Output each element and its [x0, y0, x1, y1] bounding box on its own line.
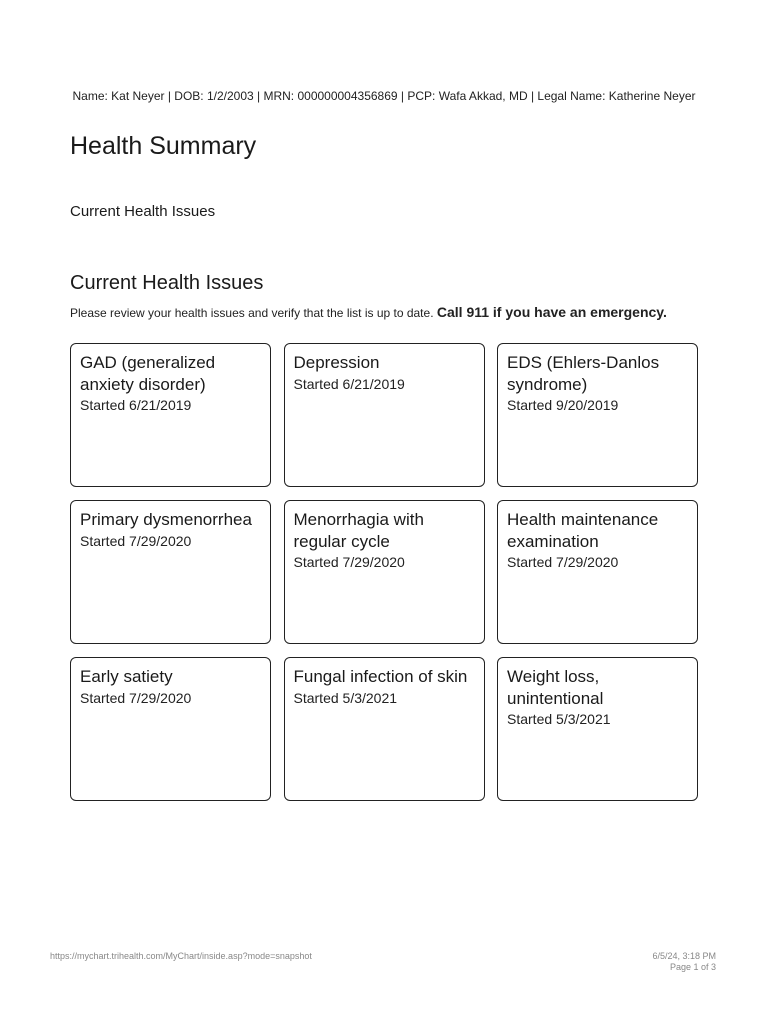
footer-page-number: Page 1 of 3: [669, 962, 716, 972]
issue-started-date: Started 6/21/2019: [80, 397, 192, 413]
health-issues-grid: [70, 343, 698, 801]
patient-info-header: Name: Kat Neyer | DOB: 1/2/2003 | MRN: 000000004356869 | PCP: Wafa Akkad, MD | Legal Name: Katherine Neyer: [72, 89, 696, 103]
issue-card: [70, 343, 271, 487]
footer-datetime: 6/5/24, 3:18 PM: [652, 951, 716, 961]
toc-link-current-health-issues[interactable]: Current Health Issues: [70, 203, 216, 220]
issue-name: GAD (generalized anxiety disorder): [80, 353, 216, 394]
issue-started-date: Started 5/3/2021: [293, 689, 398, 706]
issue-started-date: Started 9/20/2019: [507, 397, 619, 413]
footer-meta: [652, 951, 716, 973]
issue-name: Depression: [293, 353, 380, 372]
issue-card: [284, 343, 485, 487]
issue-started-date: Started 7/29/2020: [80, 532, 192, 549]
section-intro-text: Please review your health issues and verify that the list is up to date.: [70, 306, 434, 320]
issue-name: Primary dysmenorrhea: [80, 510, 252, 529]
issue-name: Fungal infection of skin: [293, 667, 468, 686]
issue-name: Early satiety: [80, 667, 173, 686]
issue-card: [284, 657, 485, 801]
issue-card: [70, 500, 271, 644]
issue-card: [497, 500, 698, 644]
issue-started-date: Started 6/21/2019: [293, 375, 405, 392]
issue-card: [70, 657, 271, 801]
issue-name: EDS (Ehlers-Danlos syndrome): [507, 353, 660, 394]
section-title: Current Health Issues: [70, 272, 264, 294]
page-title: Health Summary: [70, 132, 257, 160]
section-intro: [70, 304, 667, 320]
issue-card: [497, 657, 698, 801]
issue-name: Health maintenance examination: [507, 510, 659, 551]
issue-started-date: Started 7/29/2020: [80, 689, 192, 706]
issue-started-date: Started 7/29/2020: [293, 554, 405, 570]
footer-url: https://mychart.trihealth.com/MyChart/inside.asp?mode=snapshot: [50, 951, 312, 961]
issue-card: [497, 343, 698, 487]
issue-name: Weight loss, unintentional: [507, 667, 604, 708]
issue-name: Menorrhagia with regular cycle: [293, 510, 424, 551]
issue-started-date: Started 5/3/2021: [507, 711, 611, 727]
issue-started-date: Started 7/29/2020: [507, 554, 619, 570]
emergency-notice: Call 911 if you have an emergency.: [436, 304, 667, 320]
issue-card: [284, 500, 485, 644]
